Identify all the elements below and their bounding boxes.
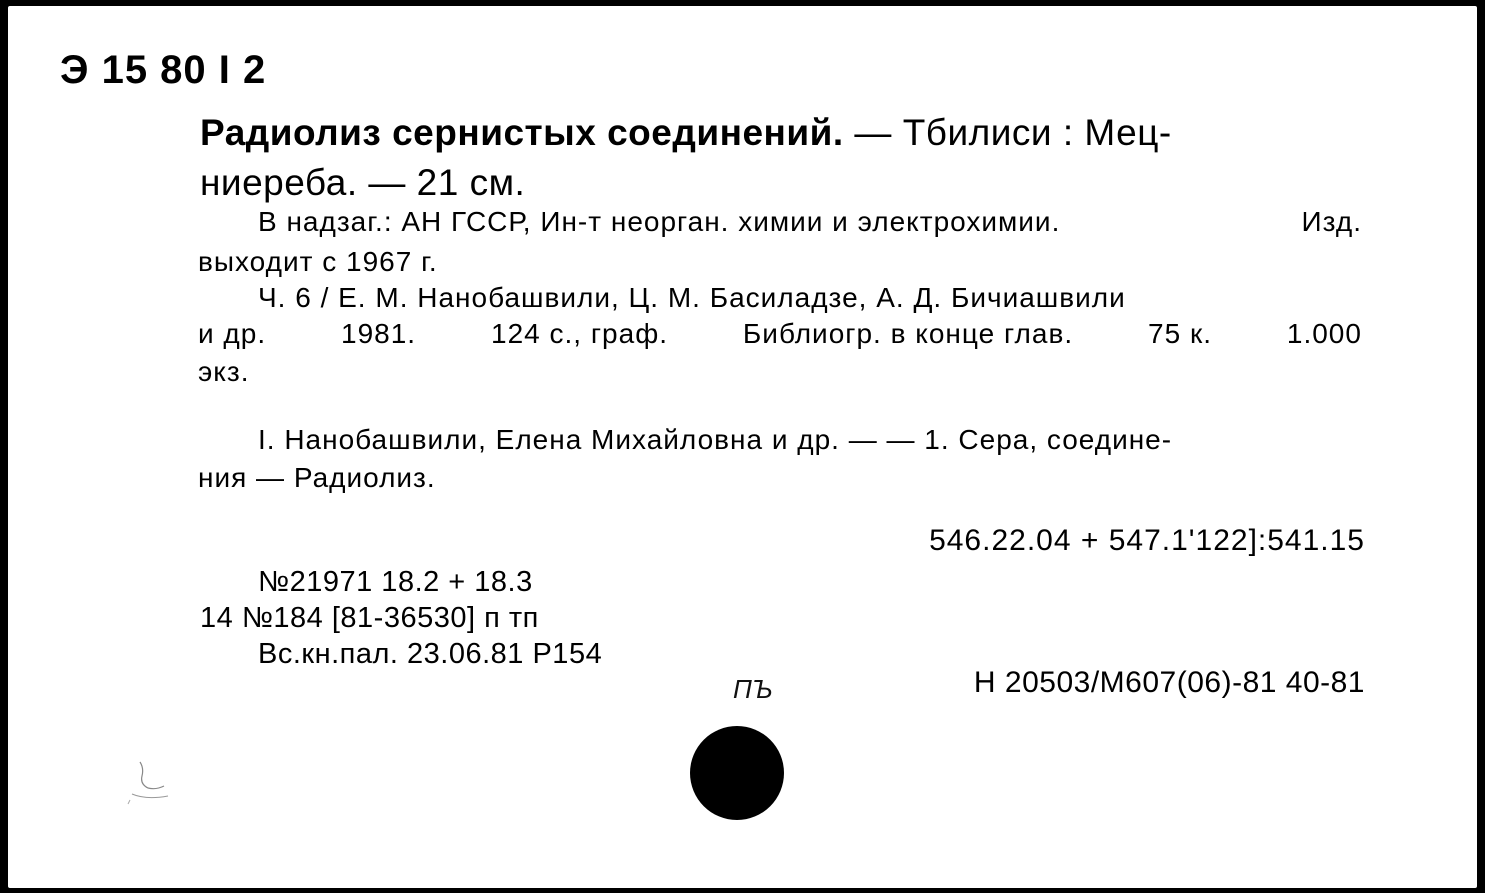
note-line-1-left: В надзаг.: АН ГССР, Ин-т неорган. химии и электрохимии.	[258, 206, 1061, 237]
call-number: Э 15 80 I 2	[60, 48, 267, 92]
part-item: 124 с., граф.	[491, 318, 669, 349]
part-item: Библиогр. в конце глав.	[742, 318, 1074, 349]
punch-hole	[690, 726, 784, 820]
title-rest: — Тбилиси : Мец-	[843, 112, 1172, 153]
title-line-2: ниереба. — 21 см.	[200, 162, 526, 203]
title-bold: Радиолиз сернистых соединений.	[200, 112, 844, 153]
part-line-3: экз.	[198, 356, 250, 387]
info-line-1: №21971 18.2 + 18.3	[258, 566, 533, 598]
part-item: и др.	[198, 318, 267, 349]
note-line-1-right: Изд.	[1301, 206, 1362, 237]
note-line-2: выходит с 1967 г.	[198, 246, 438, 277]
part-item: 75 к.	[1148, 318, 1212, 349]
part-line-1: Ч. 6 / Е. М. Нанобашвили, Ц. М. Басиладзе, А. Д. Бичиашвили	[258, 282, 1126, 313]
handwritten-mark: ПЪ	[733, 674, 773, 704]
pencil-scribble-icon	[118, 754, 178, 808]
info-line-3: Вс.кн.пал. 23.06.81 Р154	[258, 638, 603, 670]
part-item: 1981.	[341, 318, 417, 349]
part-item: 1.000	[1286, 318, 1362, 349]
title-line-1	[200, 112, 1360, 154]
info-line-2: 14 №184 [81-36530] п тп	[200, 602, 539, 634]
catalog-card	[8, 6, 1477, 888]
tracing-line-2: ния — Радиолиз.	[198, 462, 436, 493]
publisher-code: Н 20503/М607(06)-81 40-81	[973, 666, 1365, 699]
part-line-2	[198, 318, 1362, 350]
tracing-line-1: I. Нанобашвили, Елена Михайловна и др. — — 1. Сера, соедине-	[258, 424, 1173, 455]
note-line-1	[258, 206, 1362, 238]
udc-index: 546.22.04 + 547.1'122]:541.15	[929, 524, 1365, 557]
